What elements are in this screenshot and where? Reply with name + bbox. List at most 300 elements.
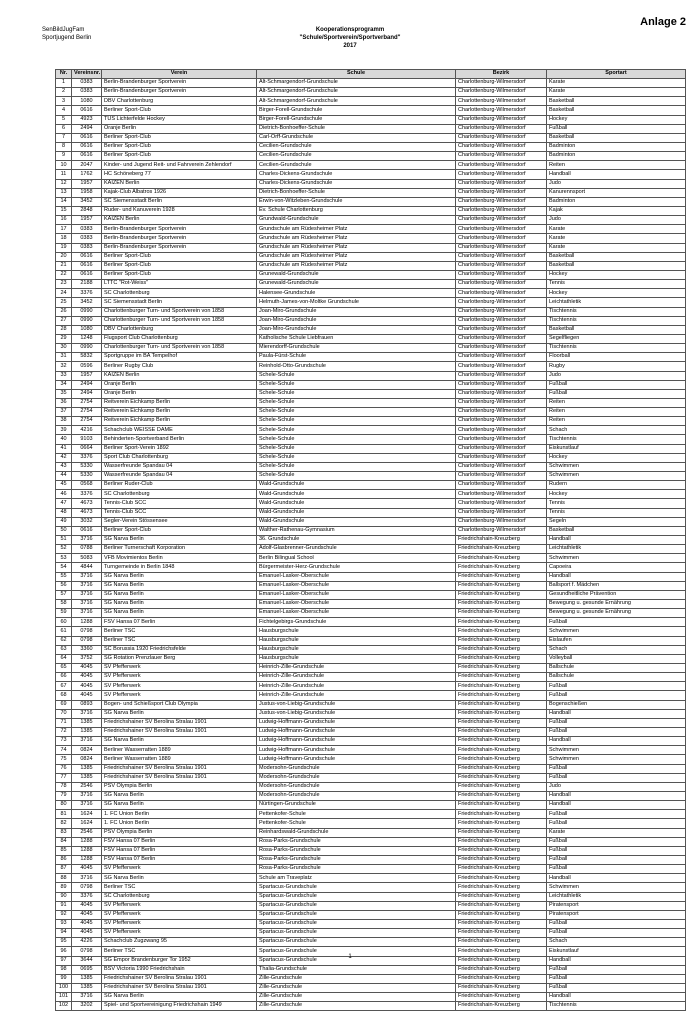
cell-sportart: Tischtennis (547, 344, 686, 353)
cell-bezirk: Friedrichshain-Kreuzberg (456, 691, 547, 700)
cell-bezirk: Charlottenburg-Wilmersdorf (456, 170, 547, 179)
cell-schule: Spartacus-Grundschule (257, 956, 456, 965)
cell-bezirk: Charlottenburg-Wilmersdorf (456, 462, 547, 471)
cell-verein: SG Narva Berlin (102, 737, 257, 746)
cell-verein: Berliner Ruder-Club (102, 481, 257, 490)
cell-sportart: Fußball (547, 965, 686, 974)
cell-sportart: Basketball (547, 97, 686, 106)
cell-verein: DBV Charlottenburg (102, 97, 257, 106)
cell-sportart: Schwimmen (547, 462, 686, 471)
table-row (56, 142, 686, 151)
cell-schule: Rosa-Parks-Grundschule (257, 837, 456, 846)
table-body (56, 79, 686, 1011)
header-left-line-1: SenBildJugFam (42, 27, 85, 33)
cell-vereinsnr: 3376 (72, 453, 102, 462)
cell-verein: SG Rotation Prenzlauer Berg (102, 654, 257, 663)
cell-bezirk: Charlottenburg-Wilmersdorf (456, 408, 547, 417)
cell-verein: Berliner Wasserratten 1889 (102, 755, 257, 764)
cell-vereinsnr: 4045 (72, 901, 102, 910)
cell-bezirk: Friedrichshain-Kreuzberg (456, 883, 547, 892)
cell-nr: 85 (56, 846, 72, 855)
cell-verein: SG Empor Brandenburger Tor 1952 (102, 956, 257, 965)
cell-vereinsnr: 5330 (72, 472, 102, 481)
cell-nr: 25 (56, 298, 72, 307)
cell-bezirk: Charlottenburg-Wilmersdorf (456, 444, 547, 453)
table-row (56, 444, 686, 453)
cell-nr: 36 (56, 398, 72, 407)
cell-nr: 48 (56, 508, 72, 517)
cell-nr: 99 (56, 974, 72, 983)
cell-vereinsnr: 4045 (72, 673, 102, 682)
table-row (56, 554, 686, 563)
cell-verein: SC Charlottenburg (102, 490, 257, 499)
cell-bezirk: Charlottenburg-Wilmersdorf (456, 225, 547, 234)
cell-sportart: Segelfliegen (547, 334, 686, 343)
cell-schule: Ludwig-Hoffmann-Grundschule (257, 727, 456, 736)
cell-verein: Friedrichshainer SV Berolina Stralau 1901 (102, 764, 257, 773)
cell-verein: KAIZEN Berlin (102, 179, 257, 188)
cell-sportart: Handball (547, 791, 686, 800)
cell-bezirk: Friedrichshain-Kreuzberg (456, 974, 547, 983)
cell-vereinsnr: 3202 (72, 1002, 102, 1011)
cell-vereinsnr: 2754 (72, 417, 102, 426)
cell-sportart: Handball (547, 874, 686, 883)
cell-bezirk: Charlottenburg-Wilmersdorf (456, 252, 547, 261)
cell-bezirk: Charlottenburg-Wilmersdorf (456, 161, 547, 170)
cell-schule: Spartacus-Grundschule (257, 929, 456, 938)
cell-schule: Hausburgschule (257, 636, 456, 645)
cell-sportart: Hockey (547, 115, 686, 124)
cell-vereinsnr: 1957 (72, 216, 102, 225)
cell-verein: FSV Hansa 07 Berlin (102, 618, 257, 627)
cell-vereinsnr: 0568 (72, 481, 102, 490)
cell-bezirk: Friedrichshain-Kreuzberg (456, 627, 547, 636)
cell-nr: 28 (56, 325, 72, 334)
cell-nr: 45 (56, 481, 72, 490)
cell-verein: FSV Hansa 07 Berlin (102, 837, 257, 846)
table-row (56, 353, 686, 362)
table-row (56, 280, 686, 289)
cell-sportart: Badminton (547, 152, 686, 161)
cell-verein: SG Narva Berlin (102, 581, 257, 590)
table-row (56, 408, 686, 417)
cell-nr: 49 (56, 517, 72, 526)
cell-sportart: Karate (547, 88, 686, 97)
cell-schule: Ludwig-Hoffmann-Grundschule (257, 718, 456, 727)
cell-verein: Schachclub Zugzwang 95 (102, 938, 257, 947)
cell-sportart: Tennis (547, 508, 686, 517)
cell-verein: Berliner Rugby Club (102, 362, 257, 371)
cell-schule: Fichtelgebirgs-Grundschule (257, 618, 456, 627)
cell-vereinsnr: 1080 (72, 97, 102, 106)
cell-schule: Spartacus-Grundschule (257, 901, 456, 910)
cell-verein: Berlin-Brandenburger Sportverein (102, 243, 257, 252)
cell-vereinsnr: 0695 (72, 965, 102, 974)
cell-nr: 51 (56, 536, 72, 545)
table-row (56, 307, 686, 316)
cell-nr: 63 (56, 645, 72, 654)
cell-verein: Berliner Sport-Club (102, 526, 257, 535)
cell-sportart: Karate (547, 225, 686, 234)
cell-nr: 40 (56, 435, 72, 444)
cell-vereinsnr: 0824 (72, 746, 102, 755)
table-row (56, 837, 686, 846)
cell-verein: SC Borussia 1920 Friedrichsfelde (102, 645, 257, 654)
cell-schule: Schele-Schule (257, 435, 456, 444)
cell-schule: Grunewald-Grundschule (257, 280, 456, 289)
cell-schule: Alt-Schmargendorf-Grundschule (257, 79, 456, 88)
cell-sportart: Handball (547, 572, 686, 581)
cell-vereinsnr: 0990 (72, 344, 102, 353)
cell-bezirk: Charlottenburg-Wilmersdorf (456, 325, 547, 334)
cell-vereinsnr: 2494 (72, 380, 102, 389)
cell-vereinsnr: 1957 (72, 179, 102, 188)
cell-verein: Segler-Verein Stössensee (102, 517, 257, 526)
cell-vereinsnr: 4923 (72, 115, 102, 124)
cell-bezirk: Charlottenburg-Wilmersdorf (456, 371, 547, 380)
cell-sportart: Fußball (547, 718, 686, 727)
cell-sportart: Fußball (547, 837, 686, 846)
cell-verein: Oranje Berlin (102, 124, 257, 133)
cell-bezirk: Friedrichshain-Kreuzberg (456, 965, 547, 974)
cell-schule: Berlin Bilingual School (257, 554, 456, 563)
cell-bezirk: Charlottenburg-Wilmersdorf (456, 472, 547, 481)
cell-vereinsnr: 5330 (72, 462, 102, 471)
cell-schule: Spartacus-Grundschule (257, 910, 456, 919)
cell-verein: BSV Victoria 1990 Friedrichshain (102, 965, 257, 974)
table-row (56, 344, 686, 353)
cell-schule: Spartacus-Grundschule (257, 883, 456, 892)
cell-sportart: Reiten (547, 161, 686, 170)
cell-bezirk: Charlottenburg-Wilmersdorf (456, 490, 547, 499)
cell-schule: Schele-Schule (257, 417, 456, 426)
cell-sportart: Schach (547, 426, 686, 435)
cell-bezirk: Friedrichshain-Kreuzberg (456, 737, 547, 746)
cell-nr: 1 (56, 79, 72, 88)
cell-bezirk: Friedrichshain-Kreuzberg (456, 865, 547, 874)
table-row (56, 389, 686, 398)
cell-nr: 91 (56, 901, 72, 910)
cell-verein: DBV Charlottenburg (102, 325, 257, 334)
cell-sportart: Tischtennis (547, 307, 686, 316)
table-row (56, 435, 686, 444)
cell-vereinsnr: 3716 (72, 536, 102, 545)
table-row (56, 481, 686, 490)
cell-vereinsnr: 1385 (72, 764, 102, 773)
cell-sportart: Karate (547, 79, 686, 88)
cell-vereinsnr: 0798 (72, 883, 102, 892)
table-row (56, 161, 686, 170)
cell-schule: Emanuel-Lasker-Oberschule (257, 600, 456, 609)
cell-sportart: Leichtathletik (547, 545, 686, 554)
cell-schule: Emanuel-Lasker-Oberschule (257, 581, 456, 590)
cell-verein: SV Pfefferwerk (102, 682, 257, 691)
table-row (56, 929, 686, 938)
cell-nr: 77 (56, 773, 72, 782)
cell-sportart: Floorball (547, 353, 686, 362)
cell-nr: 2 (56, 88, 72, 97)
table-row (56, 490, 686, 499)
cell-vereinsnr: 0893 (72, 700, 102, 709)
cell-nr: 57 (56, 590, 72, 599)
cell-bezirk: Charlottenburg-Wilmersdorf (456, 88, 547, 97)
cell-sportart: Fußball (547, 983, 686, 992)
cell-verein: PSV Olympia Berlin (102, 782, 257, 791)
cell-sportart: Gesundheitliche Prävention (547, 590, 686, 599)
cell-sportart: Schach (547, 938, 686, 947)
table-row (56, 79, 686, 88)
cell-vereinsnr: 3716 (72, 791, 102, 800)
cell-nr: 27 (56, 316, 72, 325)
cell-bezirk: Charlottenburg-Wilmersdorf (456, 142, 547, 151)
cell-verein: Berliner Sport-Club (102, 152, 257, 161)
cell-nr: 65 (56, 664, 72, 673)
table-row (56, 426, 686, 435)
cell-bezirk: Charlottenburg-Wilmersdorf (456, 298, 547, 307)
cell-bezirk: Friedrichshain-Kreuzberg (456, 837, 547, 846)
table-row (56, 901, 686, 910)
cell-schule: Katholische Schule Liebfrauen (257, 334, 456, 343)
cell-schule: Zille-Grundschule (257, 983, 456, 992)
cell-schule: Modersohn-Grundschule (257, 764, 456, 773)
header-title-line-3: 2017 (343, 43, 357, 49)
cell-vereinsnr: 4045 (72, 865, 102, 874)
table-row (56, 188, 686, 197)
cell-verein: KAIZEN Berlin (102, 216, 257, 225)
cell-verein: Berlin-Brandenburger Sportverein (102, 79, 257, 88)
table-row (56, 334, 686, 343)
cell-bezirk: Friedrichshain-Kreuzberg (456, 791, 547, 800)
cell-verein: KAIZEN Berlin (102, 371, 257, 380)
table-row (56, 718, 686, 727)
cell-verein: Berliner Turnerschaft Korporation (102, 545, 257, 554)
cell-schule: Helmuth-James-von-Moltke Grundschule (257, 298, 456, 307)
table-row (56, 755, 686, 764)
cell-bezirk: Friedrichshain-Kreuzberg (456, 545, 547, 554)
cell-vereinsnr: 1385 (72, 983, 102, 992)
cell-vereinsnr: 5083 (72, 554, 102, 563)
cell-sportart: Eiskunstlauf (547, 444, 686, 453)
cell-bezirk: Friedrichshain-Kreuzberg (456, 755, 547, 764)
cell-sportart: Judo (547, 371, 686, 380)
cell-verein: Flugsport Club Charlottenburg (102, 334, 257, 343)
cell-sportart: Fußball (547, 819, 686, 828)
cell-nr: 23 (56, 280, 72, 289)
cell-vereinsnr: 1385 (72, 974, 102, 983)
col-header-vereinsnr: Vereinsnr. (72, 70, 102, 79)
table-row (56, 508, 686, 517)
header-title-line-2: "Schule/Sportverein/Sportverband" (299, 35, 401, 41)
cell-schule: Bürgermeister-Herz-Grundschule (257, 563, 456, 572)
cell-bezirk: Friedrichshain-Kreuzberg (456, 727, 547, 736)
table-row (56, 124, 686, 133)
cell-nr: 42 (56, 453, 72, 462)
cell-bezirk: Friedrichshain-Kreuzberg (456, 764, 547, 773)
cell-bezirk: Charlottenburg-Wilmersdorf (456, 353, 547, 362)
cell-bezirk: Charlottenburg-Wilmersdorf (456, 261, 547, 270)
cell-nr: 5 (56, 115, 72, 124)
cell-bezirk: Charlottenburg-Wilmersdorf (456, 508, 547, 517)
cell-verein: Berliner Sport-Club (102, 270, 257, 279)
cell-bezirk: Friedrichshain-Kreuzberg (456, 746, 547, 755)
cell-schule: Schele-Schule (257, 462, 456, 471)
cell-verein: Friedrichshainer SV Berolina Stralau 1901 (102, 983, 257, 992)
cell-verein: Oranje Berlin (102, 389, 257, 398)
cell-sportart: Schwimmen (547, 472, 686, 481)
cell-vereinsnr: 3716 (72, 801, 102, 810)
cell-schule: Grundschule am Rüdesheimer Platz (257, 225, 456, 234)
cell-schule: Heinrich-Zille-Grundschule (257, 673, 456, 682)
cell-bezirk: Friedrichshain-Kreuzberg (456, 700, 547, 709)
table-row (56, 106, 686, 115)
cell-bezirk: Friedrichshain-Kreuzberg (456, 654, 547, 663)
cell-sportart: Schach (547, 645, 686, 654)
cell-schule: Rosa-Parks-Grundschule (257, 855, 456, 864)
cell-sportart: Handball (547, 956, 686, 965)
cell-sportart: Basketball (547, 261, 686, 270)
cell-schule: Grundwald-Grundschule (257, 216, 456, 225)
cell-bezirk: Charlottenburg-Wilmersdorf (456, 344, 547, 353)
cell-sportart: Fußball (547, 682, 686, 691)
cell-nr: 44 (56, 472, 72, 481)
cell-nr: 88 (56, 874, 72, 883)
cell-vereinsnr: 1385 (72, 727, 102, 736)
cell-vereinsnr: 3716 (72, 572, 102, 581)
cell-sportart: Hockey (547, 490, 686, 499)
cell-sportart: Fußball (547, 810, 686, 819)
cell-verein: SV Pfefferwerk (102, 929, 257, 938)
cell-schule: Emanuel-Lasker-Oberschule (257, 590, 456, 599)
cell-vereinsnr: 4226 (72, 938, 102, 947)
cell-nr: 72 (56, 727, 72, 736)
cell-nr: 83 (56, 828, 72, 837)
cell-verein: Bogen- und Schießsport Club Olympia (102, 700, 257, 709)
cell-verein: Friedrichshainer SV Berolina Stralau 1901 (102, 718, 257, 727)
cell-nr: 30 (56, 344, 72, 353)
col-header-verein: Verein (102, 70, 257, 79)
cell-bezirk: Charlottenburg-Wilmersdorf (456, 152, 547, 161)
cell-schule: Schele-Schule (257, 380, 456, 389)
table-row (56, 289, 686, 298)
cell-sportart: Bogenschießen (547, 700, 686, 709)
cell-sportart: Hockey (547, 453, 686, 462)
cell-verein: Berliner TSC (102, 636, 257, 645)
cell-vereinsnr: 3644 (72, 956, 102, 965)
cell-vereinsnr: 2494 (72, 124, 102, 133)
cell-nr: 73 (56, 737, 72, 746)
cell-vereinsnr: 1288 (72, 837, 102, 846)
cell-schule: Carl-Orff-Grundschule (257, 133, 456, 142)
cell-sportart: Tischtennis (547, 316, 686, 325)
cell-vereinsnr: 0616 (72, 270, 102, 279)
cell-vereinsnr: 3452 (72, 298, 102, 307)
cell-verein: Reitverein Eichkamp Berlin (102, 417, 257, 426)
cell-verein: SG Narva Berlin (102, 590, 257, 599)
cell-nr: 43 (56, 462, 72, 471)
cell-schule: Birger-Forell-Grundschule (257, 115, 456, 124)
cell-bezirk: Friedrichshain-Kreuzberg (456, 892, 547, 901)
cell-bezirk: Friedrichshain-Kreuzberg (456, 581, 547, 590)
cell-vereinsnr: 3716 (72, 600, 102, 609)
cell-schule: Cecilien-Grundschule (257, 142, 456, 151)
table-row (56, 216, 686, 225)
cell-verein: Berliner TSC (102, 947, 257, 956)
cell-schule: Modersohn-Grundschule (257, 773, 456, 782)
cell-vereinsnr: 4045 (72, 929, 102, 938)
cell-sportart: Basketball (547, 325, 686, 334)
cell-schule: Erwin-von-Witzleben-Grundschule (257, 197, 456, 206)
cell-nr: 60 (56, 618, 72, 627)
cell-nr: 18 (56, 234, 72, 243)
table-row (56, 298, 686, 307)
cell-schule: Spartacus-Grundschule (257, 947, 456, 956)
cell-bezirk: Friedrichshain-Kreuzberg (456, 938, 547, 947)
cell-sportart: Fußball (547, 855, 686, 864)
cell-sportart: Basketball (547, 252, 686, 261)
cell-bezirk: Friedrichshain-Kreuzberg (456, 563, 547, 572)
cell-nr: 34 (56, 380, 72, 389)
table-row (56, 234, 686, 243)
cell-vereinsnr: 1288 (72, 846, 102, 855)
cell-schule: Spartacus-Grundschule (257, 892, 456, 901)
table-row (56, 517, 686, 526)
cell-vereinsnr: 2754 (72, 408, 102, 417)
cell-nr: 69 (56, 700, 72, 709)
cell-sportart: Fußball (547, 380, 686, 389)
cell-verein: SV Pfefferwerk (102, 919, 257, 928)
cell-verein: SG Narva Berlin (102, 874, 257, 883)
cell-bezirk: Charlottenburg-Wilmersdorf (456, 380, 547, 389)
table-row (56, 746, 686, 755)
cell-vereinsnr: 3716 (72, 993, 102, 1002)
cell-schule: Grundschule am Rüdesheimer Platz (257, 261, 456, 270)
cell-sportart: Ballschule (547, 673, 686, 682)
cell-vereinsnr: 0798 (72, 627, 102, 636)
cell-verein: SG Narva Berlin (102, 709, 257, 718)
col-header-nr: Nr. (56, 70, 72, 79)
cell-verein: Friedrichshainer SV Berolina Stralau 1901 (102, 974, 257, 983)
table-row (56, 855, 686, 864)
table-row (56, 243, 686, 252)
cell-schule: Nürtingen-Grundschule (257, 801, 456, 810)
col-header-bezirk: Bezirk (456, 70, 547, 79)
cell-sportart: Segeln (547, 517, 686, 526)
cell-sportart: Schwimmen (547, 746, 686, 755)
cell-bezirk: Charlottenburg-Wilmersdorf (456, 362, 547, 371)
cell-bezirk: Friedrichshain-Kreuzberg (456, 810, 547, 819)
cell-verein: Berliner Sport-Club (102, 133, 257, 142)
cell-sportart: Handball (547, 536, 686, 545)
header-left (42, 26, 91, 42)
cell-sportart: Ballsport f. Mädchen (547, 581, 686, 590)
cell-schule: Wald-Grundschule (257, 499, 456, 508)
cell-bezirk: Friedrichshain-Kreuzberg (456, 947, 547, 956)
table-row (56, 1002, 686, 1011)
cell-sportart: Rudern (547, 481, 686, 490)
cell-bezirk: Friedrichshain-Kreuzberg (456, 718, 547, 727)
cell-bezirk: Charlottenburg-Wilmersdorf (456, 270, 547, 279)
cell-vereinsnr: 1288 (72, 618, 102, 627)
cell-schule: Wald-Grundschule (257, 508, 456, 517)
cell-vereinsnr: 0383 (72, 243, 102, 252)
cell-sportart: Hockey (547, 270, 686, 279)
cell-sportart: Handball (547, 801, 686, 810)
cell-sportart: Schwimmen (547, 883, 686, 892)
cell-schule: Spartacus-Grundschule (257, 938, 456, 947)
cell-verein: SG Narva Berlin (102, 801, 257, 810)
table-row (56, 472, 686, 481)
table-row (56, 115, 686, 124)
